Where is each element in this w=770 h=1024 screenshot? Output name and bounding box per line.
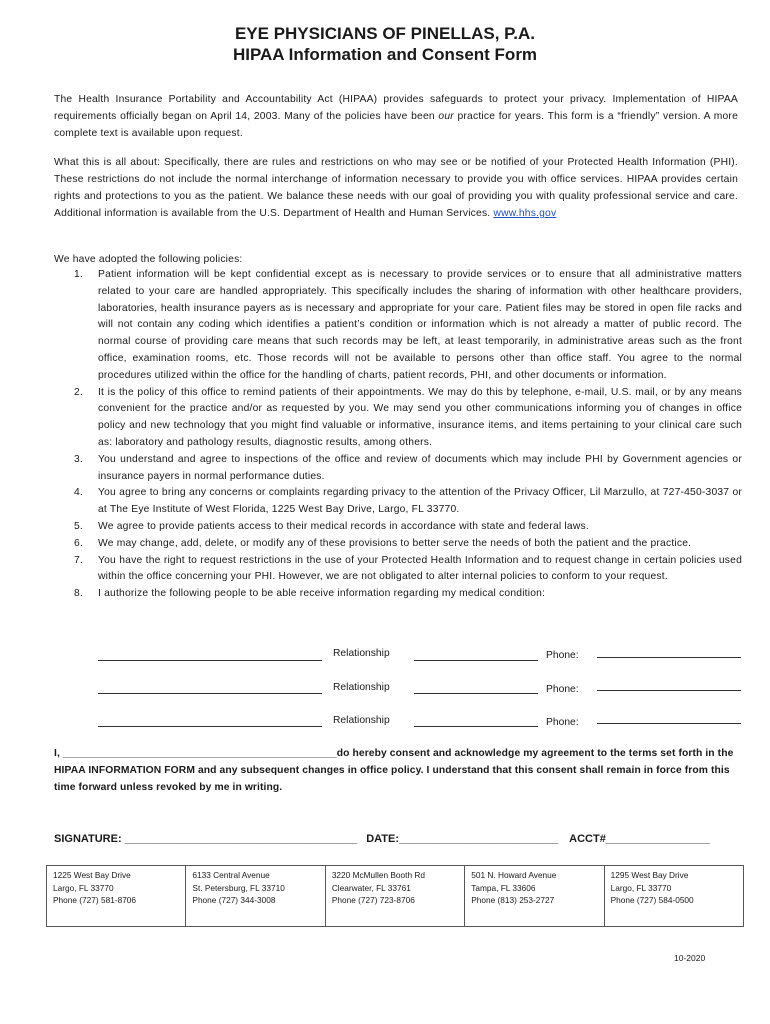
relationship-field[interactable] (414, 660, 538, 661)
phone-label: Phone: (546, 684, 579, 695)
account-field[interactable]: ACCT#_________________ (569, 833, 710, 845)
signature-field[interactable]: SIGNATURE: ______________________________________ (54, 833, 358, 845)
policy-item: 5. We agree to provide patients access to their medical records in accordance with state and federal laws. (74, 520, 589, 532)
signature-row (54, 833, 710, 845)
date-field[interactable]: DATE:__________________________ (366, 833, 559, 845)
policy-item: 7. You have the right to request restrictions in the use of your Protected Health Information and to request change in certain policies used within the office concerning your PHI. However, we are not obligated to alter internal policies to conform to your request. (74, 554, 742, 583)
intro-paragraph-1: The Health Insurance Portability and Accountability Act (HIPAA) provides safeguards to protect your privacy. Implementation of HIPAA requirements officially began on April 14, 2003. Many of the policies have been our practice for years. This form is a “friendly” version. A more complete text is available upon request. (54, 94, 738, 139)
phone-field[interactable] (597, 690, 741, 691)
office-location: 501 N. Howard Avenue Tampa, FL 33606 Phone (813) 253-2727 (465, 866, 604, 926)
relationship-label: Relationship (333, 648, 390, 659)
org-name: EYE PHYSICIANS OF PINELLAS, P.A. (234, 24, 536, 43)
office-locations-table (46, 865, 744, 927)
relationship-label: Relationship (333, 682, 390, 693)
policy-item: 4. You agree to bring any concerns or complaints regarding privacy to the attention of the Privacy Officer, Lil Marzullo, at 727-450-3037 or at The Eye Institute of West Florida, 1225 West Bay Drive, Largo, FL 33770. (74, 487, 742, 516)
policies-heading: We have adopted the following policies: (54, 254, 243, 265)
policy-item: 8. I authorize the following people to be able receive information regarding my medical condition: (74, 588, 546, 600)
phone-label: Phone: (546, 717, 579, 728)
office-location: 3220 McMullen Booth Rd Clearwater, FL 33761 Phone (727) 723-8706 (326, 866, 465, 926)
contact-name-field[interactable] (98, 693, 322, 694)
office-location: 6133 Central Avenue St. Petersburg, FL 33710 Phone (727) 344-3008 (186, 866, 325, 926)
consent-name-field[interactable]: I, _______________________________________________ (54, 748, 337, 759)
consent-statement: I, _______________________________________________do hereby consent and acknowledge my agreement to the terms set forth in the HIPAA INFORMATION FORM and any subsequent changes in office policy. I understand that this consent shall remain in force from this time forward unless revoked by me in writing. (54, 748, 734, 793)
policy-item: 3. You understand and agree to inspections of the office and review of documents which may include PHI by Government agencies or insurance payers in normal performance duties. (74, 453, 742, 482)
policy-list (54, 267, 742, 603)
intro-paragraph-2: What this is all about: Specifically, there are rules and restrictions on who may see or be notified of your Protected Health Information (PHI). These restrictions do not include the normal interchange of information necessary to provide you with office services. HIPAA provides certain rights and protections to you as the patient. We balance these needs with our goal of providing you with quality professional service and care. Additional information is available from the U.S. Department of Health and Human Services. www.hhs.gov (54, 157, 738, 219)
office-location: 1225 West Bay Drive Largo, FL 33770 Phone (727) 581-8706 (47, 866, 186, 926)
contact-name-field[interactable] (98, 726, 322, 727)
relationship-field[interactable] (414, 726, 538, 727)
revision-date: 10-2020 (674, 953, 706, 963)
phone-label: Phone: (546, 650, 579, 661)
phone-field[interactable] (597, 723, 741, 724)
relationship-field[interactable] (414, 693, 538, 694)
policy-item: 2. It is the policy of this office to remind patients of their appointments. We may do this by telephone, e-mail, U.S. mail, or by any means convenient for the practice and/or as requested by you. We may send you other communications informing you of changes in office policy and new technology that you might find valuable or informative, insurance items, and items pertaining to your clinical care such as: laboratory and pathology results, diagnostic results, among others. (74, 386, 742, 448)
office-location: 1295 West Bay Drive Largo, FL 33770 Phone (727) 584-0500 (610, 870, 694, 905)
phone-field[interactable] (597, 657, 741, 658)
relationship-label: Relationship (333, 715, 390, 726)
contact-name-field[interactable] (98, 660, 322, 661)
policy-item: 6. We may change, add, delete, or modify any of these provisions to better serve the needs of both the patient and the practice. (74, 537, 692, 549)
hhs-link[interactable]: www.hhs.gov (493, 208, 557, 219)
form-title: HIPAA Information and Consent Form (232, 45, 538, 64)
policy-item: 1. Patient information will be kept confidential except as is necessary to provide services or to ensure that all administrative matters related to your care are handled appropriately. This specifically includes the sharing of information with other healthcare providers, laboratories, health insurance payers as is necessary and appropriate for your care. Patient files may be stored in open file racks and will not contain any coding which identifies a patient’s condition or information which is not already a matter of public record. The normal course of providing care means that such records may be left, at least temporarily, in administrative areas such as the front office, examination rooms, etc. Those records will not be available to persons other than office staff. You agree to the normal procedures utilized within the office for the handling of charts, patient records, PHI, and other documents or information. (74, 269, 742, 381)
